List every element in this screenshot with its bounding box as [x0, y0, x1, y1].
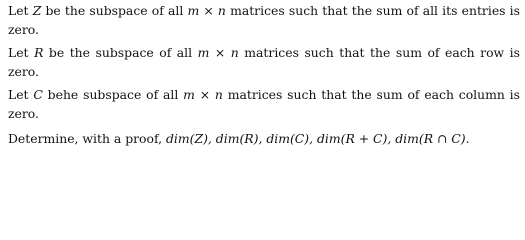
definition-lead: Let [8, 87, 34, 102]
definition-tail: matrices such that the sum of all its entries is zero. [8, 3, 520, 37]
definition-z [8, 1, 520, 39]
times-symbol: × [194, 87, 215, 102]
question-line [8, 129, 520, 148]
times-symbol: × [199, 3, 218, 18]
definition-mid: behe subspace of all [42, 87, 184, 102]
variable-c: C [33, 87, 43, 102]
variable-n: n [217, 3, 226, 18]
times-symbol: × [209, 45, 231, 60]
question-end: . [465, 131, 470, 146]
problem-document [8, 1, 520, 148]
variable-m: m [183, 87, 195, 102]
question-lead: Determine, with a proof, [8, 131, 166, 146]
definition-mid: be the subspace of all [43, 45, 198, 60]
definition-c [8, 85, 520, 123]
definition-lead: Let [8, 3, 33, 18]
variable-r: R [34, 45, 44, 60]
definition-mid: be the subspace of all [41, 3, 188, 18]
variable-m: m [187, 3, 200, 18]
definition-lead: Let [8, 45, 35, 60]
variable-m: m [197, 45, 210, 60]
dimension-expression: dim(Z), dim(R), dim(C), dim(R + C), dim(R ∩ C) [166, 131, 466, 146]
variable-z: Z [32, 3, 42, 18]
definition-tail: matrices such that the sum of each column is zero. [8, 87, 520, 121]
definition-tail: matrices such that the sum of each row is zero. [8, 45, 520, 79]
definition-r [8, 43, 520, 81]
variable-n: n [214, 87, 223, 102]
variable-n: n [230, 45, 239, 60]
